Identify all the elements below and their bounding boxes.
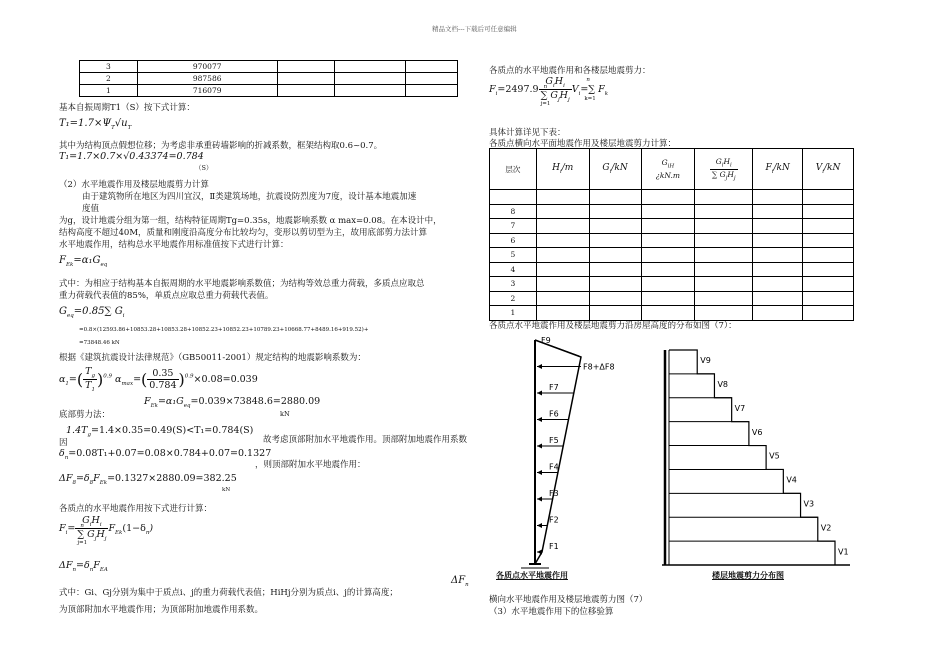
force-arrow-head: [537, 523, 542, 528]
shear-label: V3: [803, 499, 815, 509]
shear-label: V5: [769, 451, 780, 461]
section-title-2: （2）水平地震作用及楼层地震剪力计算: [59, 180, 209, 190]
force-arrow-head: [537, 497, 542, 502]
col-force: $F_i/kN$: [753, 149, 803, 190]
force-label: F1: [549, 542, 559, 551]
table-row: 1 716079: [80, 85, 458, 97]
paragraph-6a: 式中：Gi、Gj分别为集中于质点i、j的重力荷载代表值；HiHj分别为质点i、j的计算高度；: [59, 588, 398, 598]
table-row: 2 987586: [80, 73, 458, 85]
table-row: 6: [490, 233, 854, 248]
base-shear-unit: kN: [280, 410, 290, 418]
shear-label: V9: [700, 356, 711, 366]
col-floor: 层次: [490, 149, 537, 190]
table-row: 8: [490, 204, 854, 219]
paragraph-2a: 式中：为相应于结构基本自振周期的水平地震影响系数值；为结构等效总重力荷载，多质点应取总: [59, 279, 425, 289]
page-header: 精品文档---下载后可任意编辑: [432, 25, 517, 33]
seismic-force-table: [489, 148, 854, 321]
table-divider: [137, 60, 138, 97]
table-row: 3 970077: [80, 61, 458, 73]
table-row: 3: [490, 277, 854, 292]
stiffness-table: [79, 60, 458, 97]
shear-figure-caption: 楼层地震剪力分布图: [712, 570, 784, 580]
shear-steps: [669, 350, 835, 565]
col-gh: $G_{iH}$ ¿kN.m: [641, 149, 695, 190]
force-label: F9: [541, 336, 551, 345]
delta-n-note: ，则顶部附加水平地震作用：: [255, 460, 366, 470]
table-row: 7: [490, 219, 854, 234]
right-table-title: 各质点横向水平面地震作用及楼层地震剪力计算：: [489, 139, 677, 149]
col-shear: $V_i/kN$: [803, 149, 854, 190]
col-height: $H_i/m$: [536, 149, 589, 190]
paragraph-1e: 水平地震作用，结构总水平地震作用标准值按下式进行计算：: [59, 240, 289, 250]
table-row: 5: [490, 248, 854, 263]
col-ratio: $\frac{G_iH_i}{\sum G_jH_j}$: [695, 149, 753, 190]
col-weight: $G_i/kN$: [589, 149, 641, 190]
fek-formula: $F_{Ek}=\alpha_1G_{eq}$: [59, 255, 108, 268]
period-note: 其中为结构顶点假想位移；为考虑非承重砖墙影响的折减系数，框架结构取0.6~0.7。: [59, 141, 383, 151]
tg-check-prefix: 因: [59, 438, 68, 448]
force-label: F5: [549, 436, 559, 445]
period-unit: （S）: [195, 164, 213, 172]
shear-label: V4: [786, 475, 797, 485]
force-distribution-figure: [485, 330, 635, 585]
fi-formula: $F_i=$ $G_iH_i$ n ∑ $G_jH_j$ j=1 $F_{Ek}(1-\delta_n)$: [59, 515, 154, 546]
force-arrow-head: [537, 364, 542, 369]
paragraph-1a: 由于建筑物所在地区为四川宜汉，Ⅱ类建筑场地，抗震设防烈度为7度，设计基本地震加速: [82, 192, 417, 202]
section-title-3: （3）水平地震作用下的位移验算: [489, 607, 614, 617]
table-row: 2: [490, 291, 854, 306]
geq-formula: $G_{eq}=0.85\sum$ $G_i$: [59, 306, 125, 319]
paragraph-1d: 结构高度不超过40M，质量和刚度沿高度分布比较均匀，变形以剪切型为主，故用底部剪力法计算: [59, 228, 428, 238]
delta-fn-symbol: $\Delta F_n$: [451, 575, 469, 588]
paragraph-6b: 为顶部附加水平地震作用；为顶部附加地震作用系数。: [59, 605, 264, 615]
table-row: 1: [490, 306, 854, 321]
shear-distribution-figure: [660, 340, 860, 580]
force-arrow-head: [537, 550, 542, 555]
force-labels: [541, 336, 615, 551]
alpha-formula: $\alpha_1=$( $\frac{T_g}{T_1}$ )$^{0.9}$ $\alpha_{max}=$( $\frac{0.35}{0.784}$ )$^{0.9}$×0.08=0.039: [59, 366, 258, 393]
geq-result: =73848.46 kN: [79, 340, 120, 346]
fi-vi-formula: $F_i=2497.9$ $G_iH_i$ n ∑ $G_jH_j$ j=1 $V_i=\sum$ F n k=1 $_k$: [489, 76, 609, 107]
shear-level-lines: [669, 350, 835, 541]
base-shear-formula: $F_{Ek}=\alpha_1G_{eq}=0.039\times 73848.6=2880.09$: [144, 396, 321, 409]
force-label: F4: [549, 462, 559, 472]
force-label: F7: [549, 383, 559, 392]
paragraph-3: 根据《建筑抗震设计法律规范》（GB50011-2001）规定结构的地震影响系数为：: [59, 353, 366, 363]
force-arrow-head: [537, 391, 542, 396]
figure-intro: 各质点水平地震作用及楼层地震剪力沿房屋高度的分布如图（7）：: [489, 321, 737, 331]
paragraph-5: 各质点的水平地震作用按下式进行计算：: [59, 504, 213, 514]
period-result: T₁=1.7×0.7×√0.43374=0.784: [59, 151, 204, 162]
force-arrow-head: [537, 470, 542, 475]
top-force-unit: kN: [222, 487, 231, 493]
force-figure-caption: 各质点水平地震作用: [496, 570, 568, 580]
delta-fn-formula: $\Delta F_n=\delta_nF_{EA}$: [59, 560, 108, 573]
force-envelope: [535, 340, 581, 564]
force-label: F8+ΔF8: [583, 362, 615, 372]
table-row: 4: [490, 262, 854, 277]
shear-labels: [700, 356, 848, 556]
period-formula: $T_1=1.7\times\Psi_T√u_T$: [59, 118, 132, 131]
shear-label: V1: [838, 547, 849, 557]
shear-label: V6: [751, 427, 763, 437]
tg-check-note: 故考虑顶部附加水平地震作用。顶部附加地震作用系数: [263, 435, 468, 445]
figure-caption: 横向水平地震作用及楼层地震剪力图（7）: [489, 595, 648, 605]
force-arrow-head: [537, 417, 542, 422]
base-shear-label: 底部剪力法：: [59, 410, 111, 420]
tg-check-formula: $1.4T_g=1.4\times 0.35=0.49(S)<T_1=0.784(S)$: [66, 425, 254, 438]
force-label: F2: [549, 515, 559, 525]
force-label: F6: [549, 409, 559, 419]
geq-calc: =0.8×(12593.86+10853.28+10853.28+10852.23+10852.23+10789.23+10668.77+8489.16+919.52)+: [79, 327, 369, 333]
paragraph-1b: 度值: [82, 204, 100, 214]
paragraph-1c: 为g，设计地震分组为第一组，结构特征周期Tg=0.35s，地震影响系数 α max=0.08。在本设计中，: [59, 216, 442, 226]
force-arrow-head: [537, 444, 542, 449]
right-intro: 各质点的水平地震作用和各楼层地震剪力：: [489, 66, 651, 76]
right-detail-note: 具体计算详见下表：: [489, 128, 566, 138]
force-label: F3: [549, 489, 559, 498]
top-force-formula: $\Delta F_8=\delta_8F_{Ek}=0.1327\times 2880.09=382.25$: [59, 473, 237, 486]
paragraph-2b: 重力荷载代表值的85%，单质点应取总重力荷载代表值。: [59, 291, 274, 301]
period-intro: 基本自振周期T1（S）按下式计算：: [59, 103, 195, 113]
table-row: [490, 190, 854, 205]
shear-label: V2: [820, 523, 832, 533]
shear-label: V7: [734, 403, 746, 413]
shear-label: V8: [717, 380, 729, 390]
delta-n-formula: $\delta_n=0.08T_1+0.07=0.08\times 0.784+0.07=0.1327$: [59, 448, 272, 461]
